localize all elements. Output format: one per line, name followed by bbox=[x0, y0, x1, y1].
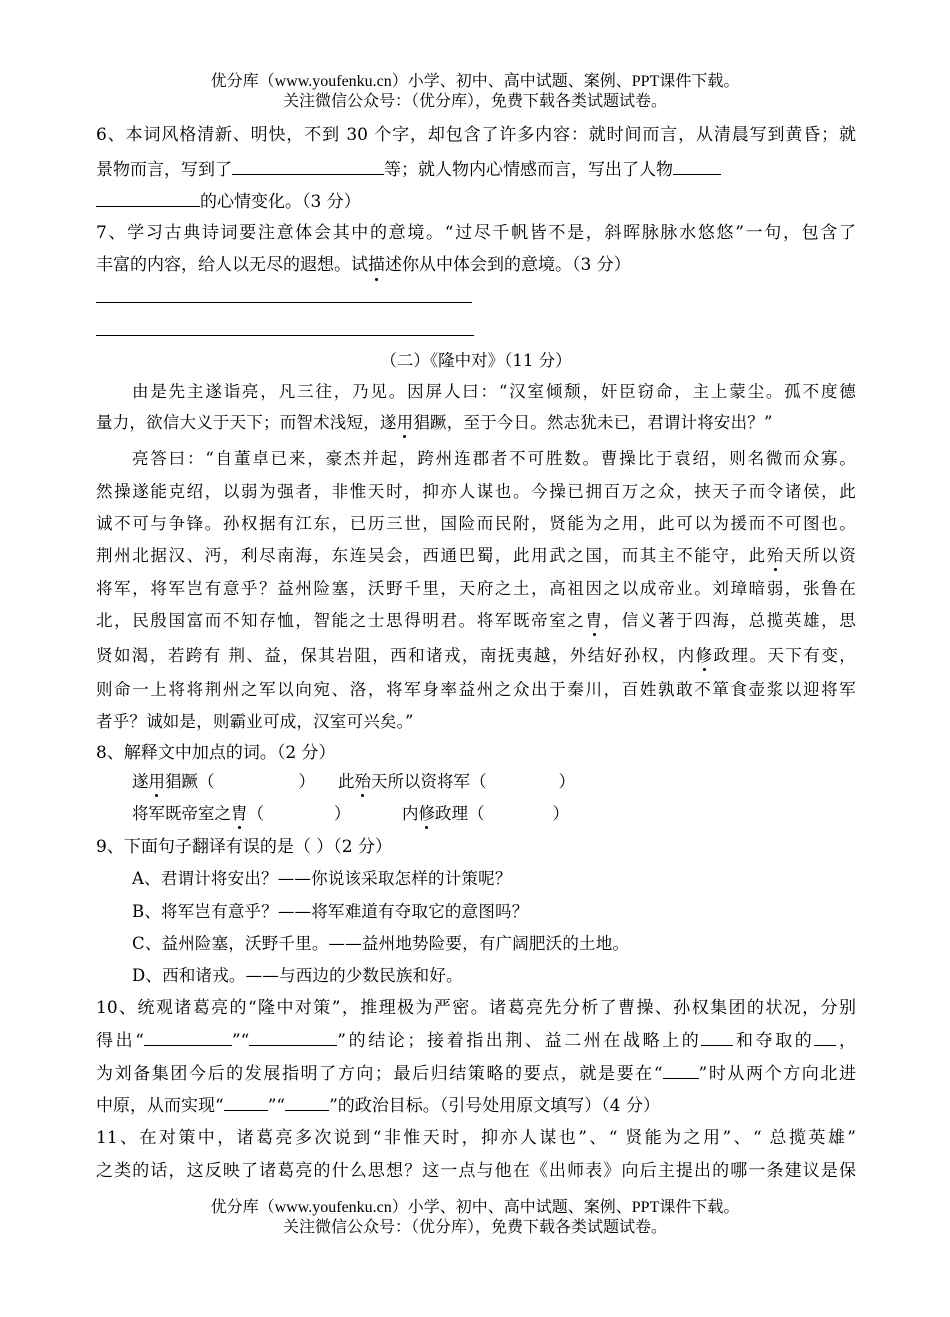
q8-item-text: 此 bbox=[338, 772, 355, 791]
q8-item-text: ） bbox=[552, 804, 569, 823]
q7-dotted-char: 描 bbox=[368, 255, 385, 275]
header-line-2: 关注微信公众号：（优分库），免费下载各类试题试卷。 bbox=[282, 93, 667, 110]
q11-line-2: 之类的话，这反映了诸葛亮的什么思想？这一点与他在《出师表》向后主提出的哪一条建议是保 bbox=[96, 1161, 856, 1181]
q9-option-a[interactable]: A、君谓计将安出？——你说该采取怎样的计策呢？ bbox=[132, 869, 512, 888]
q7-text-a: 丰富的内容，给人以无尽的遐想。试 bbox=[96, 255, 368, 275]
passage-line-11: 者乎？诚如是，则霸业可成，汉室可兴矣。” bbox=[96, 712, 414, 731]
q9-option-d[interactable]: D、西和诸戎。——与西边的少数民族和好。 bbox=[132, 966, 463, 985]
passage-text: 猖蹶，至于今日。然志犹未已，君谓计将安出？” bbox=[413, 413, 773, 432]
q6-text-a: 景物而言，写到了 bbox=[96, 160, 232, 180]
q10-text: ”时从两个方向北进 bbox=[698, 1064, 856, 1084]
q10-text: ”的结论；接着指出荆、益二州在战略上的 bbox=[337, 1031, 702, 1051]
q8-item-text: ） bbox=[334, 804, 351, 823]
q10-text: 中原，从而实现“ bbox=[96, 1096, 224, 1116]
passage-dotted-char: 殆 bbox=[766, 546, 785, 565]
passage-line-2 bbox=[96, 412, 856, 434]
passage-text: 政理。天下有变， bbox=[713, 646, 857, 665]
q10-text: 得出“ bbox=[96, 1031, 144, 1051]
q6-blank-person-part1[interactable] bbox=[673, 158, 721, 175]
q8-title: 8、解释文中加点的词。（2 分） bbox=[96, 743, 336, 763]
footer-line-2: 关注微信公众号：（优分库），免费下载各类试题试卷。 bbox=[282, 1219, 667, 1236]
q8-item-text: 遂 bbox=[132, 772, 149, 791]
q6-line-1: 6、本词风格清新、明快，不到 30 个字，却包含了许多内容：就时间而言，从清晨写到黄昏；就 bbox=[96, 125, 856, 145]
passage-line-5: 诚不可与争锋。孙权据有江东，已历三世，国险而民附，贤能为之用，此可以为援而不可图也。 bbox=[96, 514, 856, 533]
q6-blank-scenery[interactable] bbox=[232, 158, 384, 175]
q10-line-4 bbox=[96, 1094, 856, 1117]
q10-blank-4[interactable] bbox=[814, 1029, 836, 1046]
q6-text-c: 的心情变化。（3 分） bbox=[200, 192, 361, 212]
q8-dotted-char: 用 bbox=[148, 772, 165, 791]
passage-text: 天所以资 bbox=[784, 546, 856, 565]
q11-line-1: 11、在对策中，诸葛亮多次说到“非惟天时，抑亦人谋也”、“ 贤能为之用”、“ 总揽英雄” bbox=[96, 1128, 856, 1148]
q8-item-1 bbox=[132, 771, 315, 793]
passage-line-6 bbox=[96, 545, 856, 567]
q10-blank-1[interactable] bbox=[144, 1029, 232, 1046]
q8-item-text: ） bbox=[298, 772, 315, 791]
passage-line-9 bbox=[96, 645, 856, 667]
header-line-1: 优分库（www.youfenku.cn）小学、初中、高中试题、案例、PPT课件下载。 bbox=[210, 73, 740, 90]
passage-line-7: 将军，将军岂有意乎？益州险塞，沃野千里，天府之土，高祖因之以成帝业。刘璋暗弱，张鲁在 bbox=[96, 579, 856, 598]
q8-item-2 bbox=[338, 771, 575, 793]
q10-blank-3[interactable] bbox=[701, 1029, 733, 1046]
q8-item-text: 内 bbox=[402, 804, 419, 823]
passage-line-4: 然操遂能克绍，以弱为强者，非惟天时，抑亦人谋也。今操已拥百万之众，挟天子而令诸侯，此 bbox=[96, 482, 856, 501]
q6-blank-person-part2[interactable] bbox=[96, 190, 200, 207]
q6-line-3 bbox=[96, 190, 856, 213]
q10-blank-6[interactable] bbox=[224, 1094, 268, 1111]
passage-line-1: 由是先主遂诣亮，凡三往，乃见。因屏人曰：“汉室倾颓，奸臣窃命，主上蒙尘。孤不度德 bbox=[132, 382, 856, 401]
q10-text: ， bbox=[836, 1031, 857, 1051]
passage-dotted-char: 修 bbox=[695, 646, 714, 665]
q8-item-text: 猖蹶（ bbox=[165, 772, 215, 791]
q9-title: 9、下面句子翻译有误的是（ ）（2 分） bbox=[96, 837, 392, 857]
q8-dotted-char: 殆 bbox=[354, 772, 371, 791]
q7-line-2 bbox=[96, 254, 856, 276]
q7-text-b: 述你从中体会到的意境。（3 分） bbox=[385, 255, 631, 275]
passage-text: 荆州北据汉、沔，利尽南海，东连吴会，西通巴蜀，此用武之国，而其主不能守，此 bbox=[96, 546, 767, 565]
section-2-title: （二）《隆中对》（11 分） bbox=[380, 351, 572, 370]
passage-text: ，信义著于四海，总揽英雄，思 bbox=[603, 611, 856, 630]
passage-line-3: 亮答曰：“自董卓已来，豪杰并起，跨州连郡者不可胜数。曹操比于袁绍，则名微而众寡。 bbox=[132, 449, 856, 468]
q8-item-text: （ bbox=[247, 804, 264, 823]
q10-blank-5[interactable] bbox=[663, 1062, 699, 1079]
q9-option-b[interactable]: B、将军岂有意乎？——将军难道有夺取它的意图吗？ bbox=[132, 902, 529, 921]
q6-text-b: 等；就人物内心情感而言，写出了人物 bbox=[384, 160, 673, 180]
passage-text: 北，民殷国富而不知存恤，智能之士思得明君。将军既帝室之 bbox=[96, 611, 586, 630]
q8-item-text: ） bbox=[558, 772, 575, 791]
q10-text: 和夺取的 bbox=[733, 1031, 815, 1051]
q10-text: ”“ bbox=[267, 1096, 286, 1116]
footer-line-1: 优分库（www.youfenku.cn）小学、初中、高中试题、案例、PPT课件下载。 bbox=[210, 1199, 740, 1216]
passage-dotted-char: 胄 bbox=[585, 611, 604, 630]
q10-text: 为刘备集团今后的发展指明了方向；最后归结策略的要点，就是要在“ bbox=[96, 1064, 663, 1084]
q7-line-1: 7、学习古典诗词要注意体会其中的意境。“过尽千帆皆不是，斜晖脉脉水悠悠”一句，包含了 bbox=[96, 223, 856, 243]
q7-answer-line-2[interactable] bbox=[96, 335, 474, 336]
q8-item-3 bbox=[132, 803, 351, 825]
passage-text: 贤如渴，若跨有 荆、益，保其岩阻，西和诸戎，南抚夷越，外结好孙权，内 bbox=[96, 646, 696, 665]
q7-answer-line-1[interactable] bbox=[96, 302, 472, 303]
q10-text: ”的政治目标。（引号处用原文填写）（4 分） bbox=[329, 1096, 661, 1116]
q10-text: ”“ bbox=[231, 1031, 250, 1051]
q10-line-2 bbox=[96, 1029, 856, 1052]
q8-item-text: 天所以资将军（ bbox=[371, 772, 487, 791]
q9-option-c[interactable]: C、益州险塞，沃野千里。——益州地势险要，有广阔肥沃的土地。 bbox=[132, 934, 630, 953]
q10-line-3 bbox=[96, 1062, 856, 1085]
q8-dotted-char: 修 bbox=[418, 804, 435, 823]
q10-line-1: 10、统观诸葛亮的“隆中对策”，推理极为严密。诸葛亮先分析了曹操、孙权集团的状况，分别 bbox=[96, 998, 856, 1018]
passage-text: 量力，欲信大义于天下；而智术浅短，遂 bbox=[96, 413, 397, 432]
q10-blank-7[interactable] bbox=[285, 1094, 329, 1111]
passage-line-10: 则命一上将将荆州之军以向宛、洛，将军身率益州之众出于秦川，百姓孰敢不箪食壶浆以迎将军 bbox=[96, 680, 856, 699]
q8-item-text: 将军既帝室之 bbox=[132, 804, 231, 823]
q6-line-2 bbox=[96, 158, 856, 181]
passage-dotted-char: 用 bbox=[396, 413, 414, 432]
q8-item-4 bbox=[402, 803, 569, 825]
passage-line-8 bbox=[96, 610, 856, 632]
q8-dotted-char: 胄 bbox=[231, 804, 248, 823]
q8-item-text: 政理（ bbox=[435, 804, 485, 823]
q10-blank-2[interactable] bbox=[249, 1029, 337, 1046]
